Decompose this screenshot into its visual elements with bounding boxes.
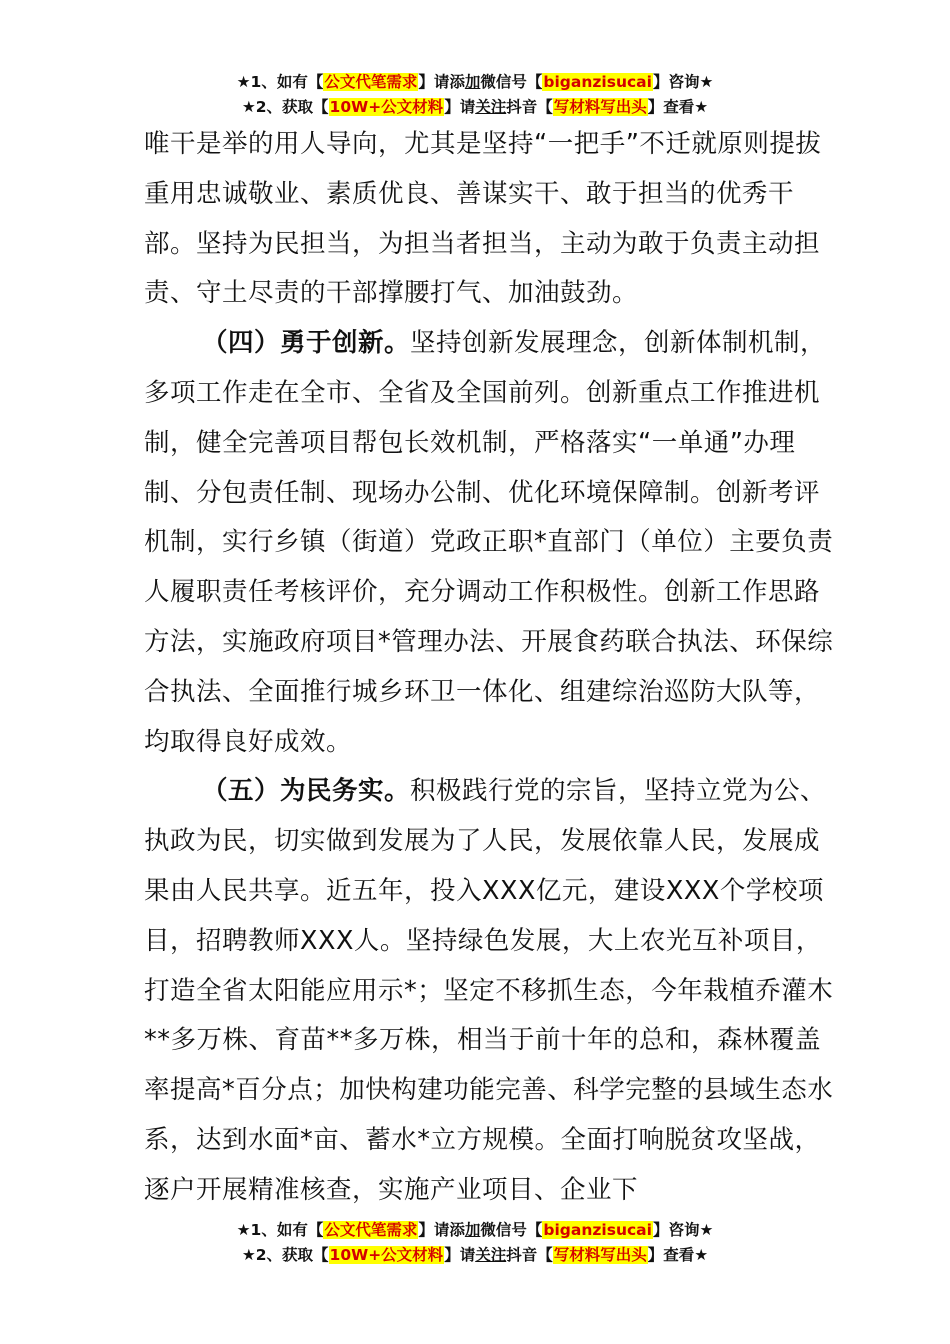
- banner-text: ★1、如有【: [236, 73, 324, 91]
- banner-line-2: [0, 95, 950, 120]
- banner-text: 】请: [444, 98, 476, 116]
- banner-line-2: [0, 1243, 950, 1268]
- paragraph-3-text: 积极践行党的宗旨，坚持立党为公、执政为民，切实做到发展为了人民，发展依靠人民，发展成果由人民共享。近五年，投入XXX亿元，建设XXX个学校项目，招聘教师XXX人。坚持绿色发展，大上农光互补项目，打造全省太阳能应用示*；坚定不移抓生态，今年栽植乔灌木**多万株、育苗**多万株，相当于前十年的总和，森林覆盖率提高*百分点；加快构建功能完善、科学完整的县域生态水系，达到水面*亩、蓄水*立方规模。全面打响脱贫攻坚战，逐户开展精准核查，实施产业项目、企业下: [144, 776, 834, 1205]
- banner-line-1: [0, 70, 950, 95]
- footer-banner: [0, 1218, 950, 1268]
- header-banner: [0, 70, 950, 120]
- highlight-service: 公文代笔需求: [324, 1221, 418, 1239]
- banner-text: 加: [464, 73, 481, 91]
- banner-line-1: [0, 1218, 950, 1243]
- banner-text: ★2、获取【: [241, 98, 329, 116]
- paragraph-3: [144, 767, 844, 1215]
- paragraph-1: 唯干是举的用人导向，尤其是坚持“一把手”不迁就原则提拔重用忠诚敬业、素质优良、善谋实干、敢于担当的优秀干部。坚持为民担当，为担当者担当，主动为敢于负责主动担责、守土尽责的干部撑腰打气、加油鼓劲。: [144, 129, 822, 309]
- banner-text: 】咨询★: [652, 1221, 714, 1239]
- banner-text: 】查看★: [647, 1246, 709, 1264]
- banner-text: 微信号【: [480, 73, 543, 91]
- banner-text: 】查看★: [647, 98, 709, 116]
- banner-text: 抖音【: [506, 98, 553, 116]
- highlight-materials: 10W+公文材料: [329, 1246, 444, 1264]
- banner-text: 微信号【: [480, 1221, 543, 1239]
- document-body: [144, 120, 844, 1216]
- banner-text: 】请添: [418, 73, 465, 91]
- banner-text: 】咨询★: [652, 73, 714, 91]
- banner-text: ★2、获取【: [241, 1246, 329, 1264]
- highlight-materials: 10W+公文材料: [329, 98, 444, 116]
- paragraph-2-text: 坚持创新发展理念，创新体制机制，多项工作走在全市、全省及全国前列。创新重点工作推进机制，健全完善项目帮包长效机制，严格落实“一单通”办理制、分包责任制、现场办公制、优化环境保障制。创新考评机制，实行乡镇（街道）党政正职*直部门（单位）主要负责人履职责任考核评价，充分调动工作积极性。创新工作思路方法，实施政府项目*管理办法、开展食药联合执法、环保综合执法、全面推行城乡环卫一体化、组建综治巡防大队等，均取得良好成效。: [144, 328, 834, 757]
- paragraph-2: [144, 319, 844, 767]
- banner-text: 】请添: [418, 1221, 465, 1239]
- banner-text: ★1、如有【: [236, 1221, 324, 1239]
- highlight-wechat-id: biganzisucai: [543, 73, 652, 91]
- banner-text: 加: [464, 1221, 481, 1239]
- banner-text: 抖音【: [506, 1246, 553, 1264]
- banner-text: 】请: [444, 1246, 476, 1264]
- banner-text: 关注: [475, 98, 507, 116]
- section-heading-4: （四）勇于创新。: [202, 328, 411, 359]
- highlight-service: 公文代笔需求: [324, 73, 418, 91]
- highlight-wechat-id: biganzisucai: [543, 1221, 652, 1239]
- section-heading-5: （五）为民务实。: [202, 776, 411, 807]
- highlight-douyin: 写材料写出头: [553, 1246, 647, 1264]
- highlight-douyin: 写材料写出头: [553, 98, 647, 116]
- banner-text: 关注: [475, 1246, 507, 1264]
